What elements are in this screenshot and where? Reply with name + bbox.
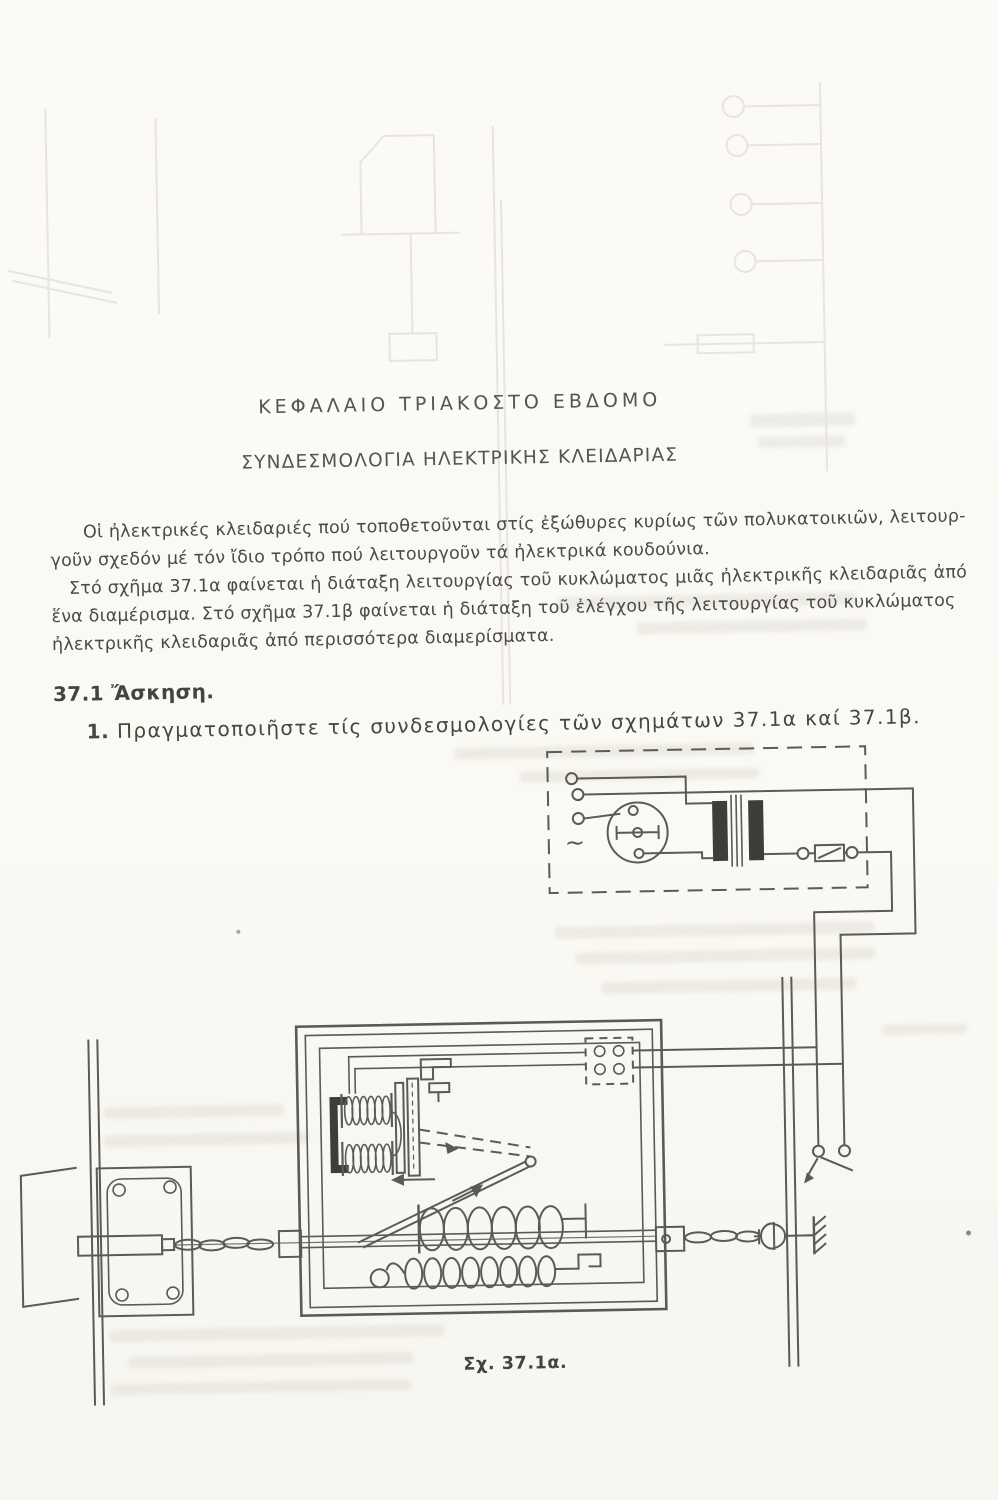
exercise-text: Πραγματοποιῆστε τίς συνδεσμολογίες τῶν σχημάτων 37.1α καί 37.1β. [116,704,922,743]
switch-arrow [808,1158,818,1175]
rod-exit-bracket [656,1227,684,1252]
body-line: γοῦν σχεδόν μέ τόν ἴδιο τρόπο πού λειτουργοῦν τά ἠλεκτρικά κουδούνια. [50,539,711,572]
fuse [797,844,857,861]
transformer-core [731,795,742,867]
chapter-heading: ΚΕΦΑΛΑΙΟ ΤΡΙΑΚΟΣΤΟ ΕΒΔΟΜΟ [258,388,662,419]
door-frame-lines [88,1039,104,1405]
section-heading: 37.1 Ἄσκηση. [52,679,215,707]
lock-mechanism-figure [17,976,856,1407]
mounting-bracket [421,1059,452,1103]
strike-plate-screw [167,1287,179,1299]
coil-to-terminal-wires [349,1052,587,1093]
spring-anchor-circle [371,1269,389,1287]
figure-caption: Σχ. 37.1α. [463,1352,568,1375]
travel-arrowhead [445,1142,458,1154]
lever-direction-arrow [452,1184,483,1201]
page-title: ΣΥΝΔΕΣΜΟΛΟΓΙΑ ΗΛΕΚΤΡΙΚΗΣ ΚΛΕΙΔΑΡΙΑΣ [241,444,679,474]
body-line: ἕνα διαμέρισμα. Στό σχῆμα 37.1β φαίνεται ἡ διάταξη τοῦ ἐλέγχου τῆς λειτουργίας τοῦ κυκλώματος [51,590,956,628]
wall-anchor [804,1216,827,1254]
unit-dashed-enclosure [547,746,868,893]
travel-dashed-lines [419,1127,531,1158]
transformer-primary-coil [712,801,728,861]
twisted-rod-left [175,1237,273,1251]
terminal-wires [633,1047,843,1068]
transformer [712,794,764,867]
strike-plate-screw [113,1184,125,1196]
terminal-screw [595,1064,606,1075]
ac-symbol: ~ [564,828,586,857]
pushbutton-switch [803,1145,853,1183]
circuit-wiring [578,772,920,1149]
armature [395,1079,420,1176]
transformer-secondary-coil [748,800,764,860]
body-line: Οἱ ἠλεκτρικές κλειδαριές πού τοποθετοῦνται στίς ἐξώθυρες κυρίως τῶν πολυκατοικιῶν, λειτουρ- [82,506,966,543]
strike-plate-screw [164,1181,176,1193]
rod-entry-bracket [279,1231,301,1257]
body-line: ἠλεκτρικῆς κλειδαριᾶς ἀπό περισσότερα διαμερίσματα. [51,625,555,656]
terminal-block [585,1038,633,1085]
solenoid-coil-upper [341,1093,392,1128]
strike-plate-screw [116,1289,128,1301]
terminal-screw [614,1064,625,1075]
lever-pivot [526,1156,536,1166]
solenoid-coil-lower [342,1141,393,1176]
circuit-diagram [547,745,919,1150]
exercise-number: 1. [86,719,110,744]
twisted-rod-right [685,1229,760,1245]
terminal-screw [594,1046,605,1057]
terminal-screw [613,1046,624,1057]
jamb-bracket [21,1168,80,1307]
door-edge-lines [782,977,798,1367]
body-line: Στό σχῆμα 37.1α φαίνεται ἡ διάταξη λειτουργίας τοῦ κυκλώματος μιᾶς ἠλεκτρικῆς κλειδαριᾶς ἀπό [68,562,968,599]
supply-terminals [566,773,584,824]
